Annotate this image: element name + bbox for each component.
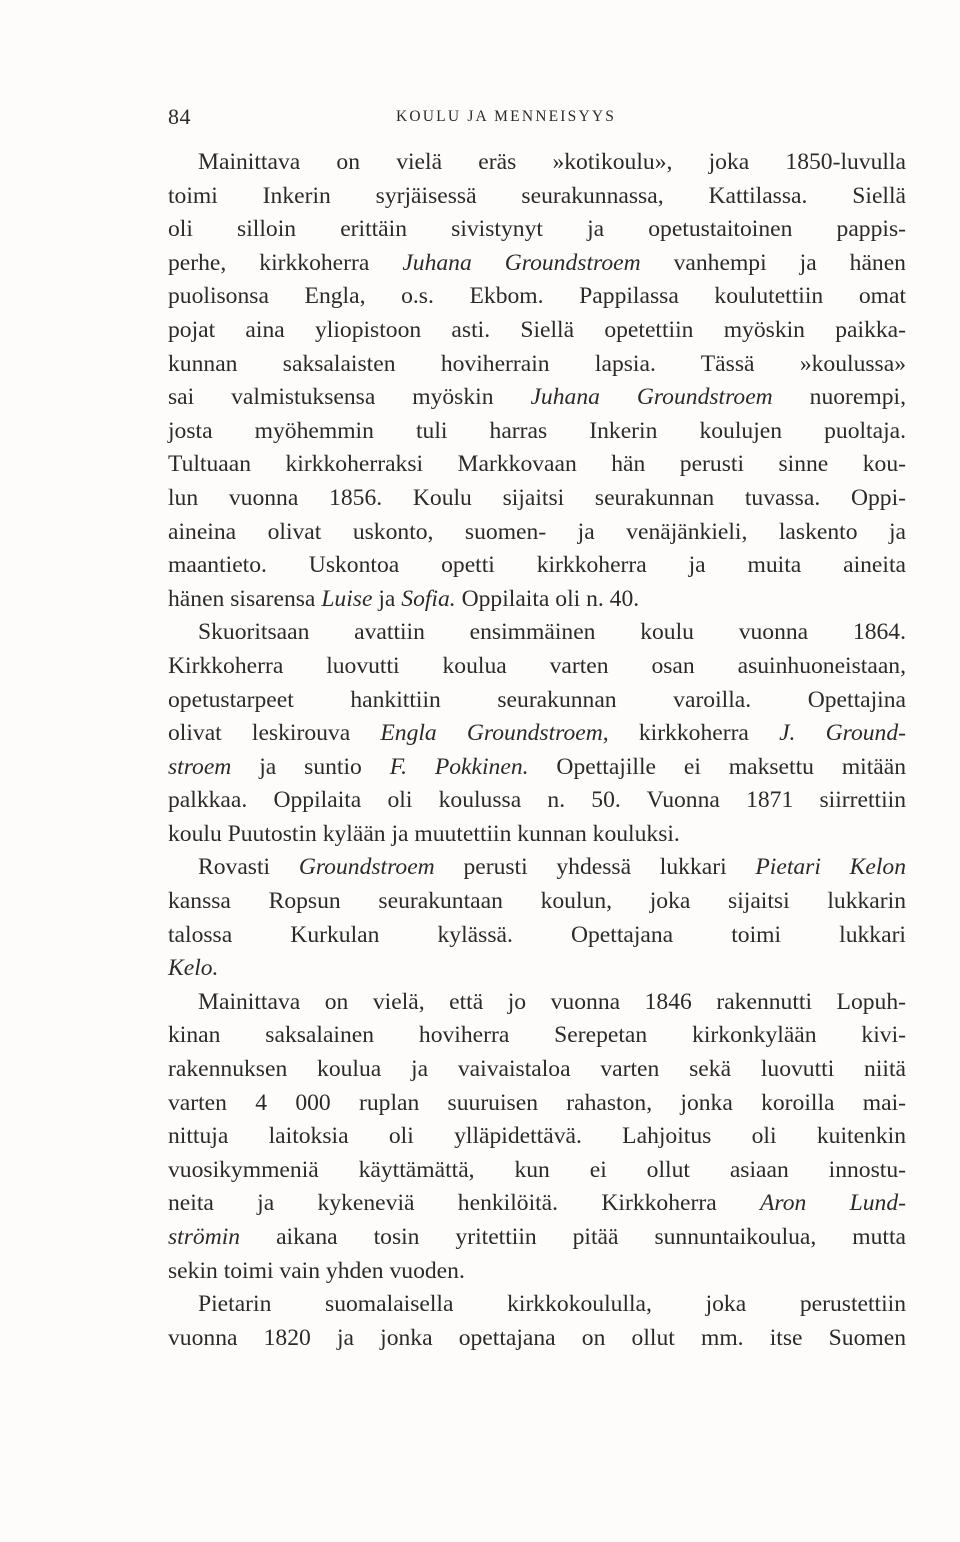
text-line: nittuja laitoksia oli ylläpidettävä. Lahjoitus oli kuitenkin (168, 1123, 906, 1150)
paragraph (168, 851, 906, 985)
text-line: josta myöhemmin tuli harras Inkerin koulujen puoltaja. (168, 417, 906, 444)
paragraph (168, 986, 906, 1288)
italic-name: F. Pokkinen. (389, 753, 529, 780)
paragraph (168, 1288, 906, 1355)
italic-name: Juhana Groundstroem (402, 249, 641, 276)
text-line: neita ja kykeneviä henkilöitä. Kirkkoherra Aron Lund- (168, 1190, 906, 1217)
text-line (168, 952, 906, 986)
text-line: Kirkkoherra luovutti koulua varten osan asuinhuoneistaan, (168, 652, 906, 679)
text-line: sai valmistuksensa myöskin Juhana Groundstroem nuorempi, (168, 384, 906, 411)
text-line: lun vuonna 1856. Koulu sijaitsi seurakunnan tuvassa. Oppi- (168, 484, 906, 511)
text-line: talossa Kurkulan kylässä. Opettajana toimi lukkari (168, 921, 906, 948)
text-line: kunnan saksalaisten hoviherrain lapsia. Tässä »koulussa» (168, 350, 906, 377)
text-line: palkkaa. Oppilaita oli koulussa n. 50. Vuonna 1871 siirrettiin (168, 787, 906, 814)
italic-name: Kelo. (168, 955, 219, 982)
text-line: aineina olivat uskonto, suomen- ja venäjänkieli, laskento ja (168, 518, 906, 545)
text-line: olivat leskirouva Engla Groundstroem, kirkkoherra J. Ground- (168, 720, 906, 747)
text-line: koulu Puutostin kylään ja muutettiin kunnan kouluksi. (168, 820, 680, 847)
text-line: vuonna 1820 ja jonka opettajana on ollut mm. itse Suomen (168, 1324, 906, 1351)
text-line: strömin aikana tosin yritettiin pitää sunnuntaikoulua, mutta (168, 1224, 906, 1250)
text-line: Mainittava on vielä eräs »kotikoulu», joka 1850-luvulla (198, 149, 906, 175)
paragraph (168, 616, 906, 851)
text-line: puolisonsa Engla, o.s. Ekbom. Pappilassa koulutettiin omat (168, 283, 906, 310)
text-line: Pietarin suomalaisella kirkkokoululla, joka perustettiin (198, 1291, 906, 1318)
italic-name: strömin (168, 1224, 241, 1250)
italic-name: stroem (168, 753, 232, 780)
text-line: stroem ja suntio F. Pokkinen. Opettajille ei maksettu mitään (168, 753, 907, 780)
italic-name: Luise (321, 585, 373, 612)
text-line: oli silloin erittäin sivistynyt ja opetustaitoinen pappis- (168, 216, 906, 243)
text-line: kinan saksalainen hoviherra Serepetan kirkonkylään kivi- (168, 1022, 906, 1049)
paragraph (168, 146, 906, 616)
text-line: hänen sisarensa Luise ja Sofia. Oppilaita oli n. 40. (168, 585, 640, 612)
text-line: perhe, kirkkoherra Juhana Groundstroem vanhempi ja hänen (168, 249, 906, 276)
text-line: maantieto. Uskontoa opetti kirkkoherra ja muita aineita (168, 552, 906, 579)
text-line: opetustarpeet hankittiin seurakunnan varoilla. Opettajina (168, 686, 906, 713)
text-line: rakennuksen koulua ja vaivaistaloa varten sekä luovutti niitä (168, 1056, 906, 1083)
italic-name: Pietari Kelon (755, 854, 906, 881)
body-text (168, 146, 906, 1355)
text-line: Rovasti Groundstroem perusti yhdessä lukkari Pietari Kelon (198, 854, 906, 881)
text-line: sekin toimi vain yhden vuoden. (168, 1257, 465, 1284)
italic-name: J. Ground- (779, 720, 906, 747)
text-line: Skuoritsaan avattiin ensimmäinen koulu vuonna 1864. (198, 619, 906, 646)
italic-name: Engla Groundstroem, (380, 720, 609, 747)
italic-name: Aron Lund- (759, 1190, 906, 1217)
text-line: toimi Inkerin syrjäisessä seurakunnassa, Kattilassa. Siellä (168, 182, 906, 209)
italic-name: Sofia. (401, 585, 456, 612)
page-number: 84 (168, 104, 191, 129)
text-line: kanssa Ropsun seurakuntaan koulun, joka sijaitsi lukkarin (168, 888, 906, 915)
running-title: KOULU JA MENNEISYYS (396, 108, 617, 125)
running-head (168, 104, 906, 132)
italic-name: Juhana Groundstroem (530, 384, 773, 411)
text-line: pojat aina yliopistoon asti. Siellä opetettiin myöskin paikka- (168, 316, 906, 343)
text-line: vuosikymmeniä käyttämättä, kun ei ollut asiaan innostu- (168, 1156, 906, 1183)
italic-name: Groundstroem (298, 854, 435, 881)
text-line: Tultuaan kirkkoherraksi Markkovaan hän perusti sinne kou- (168, 451, 906, 478)
text-line: varten 4 000 ruplan suuruisen rahaston, jonka koroilla mai- (168, 1089, 906, 1116)
text-line: Mainittava on vielä, että jo vuonna 1846 rakennutti Lopuh- (198, 988, 906, 1015)
